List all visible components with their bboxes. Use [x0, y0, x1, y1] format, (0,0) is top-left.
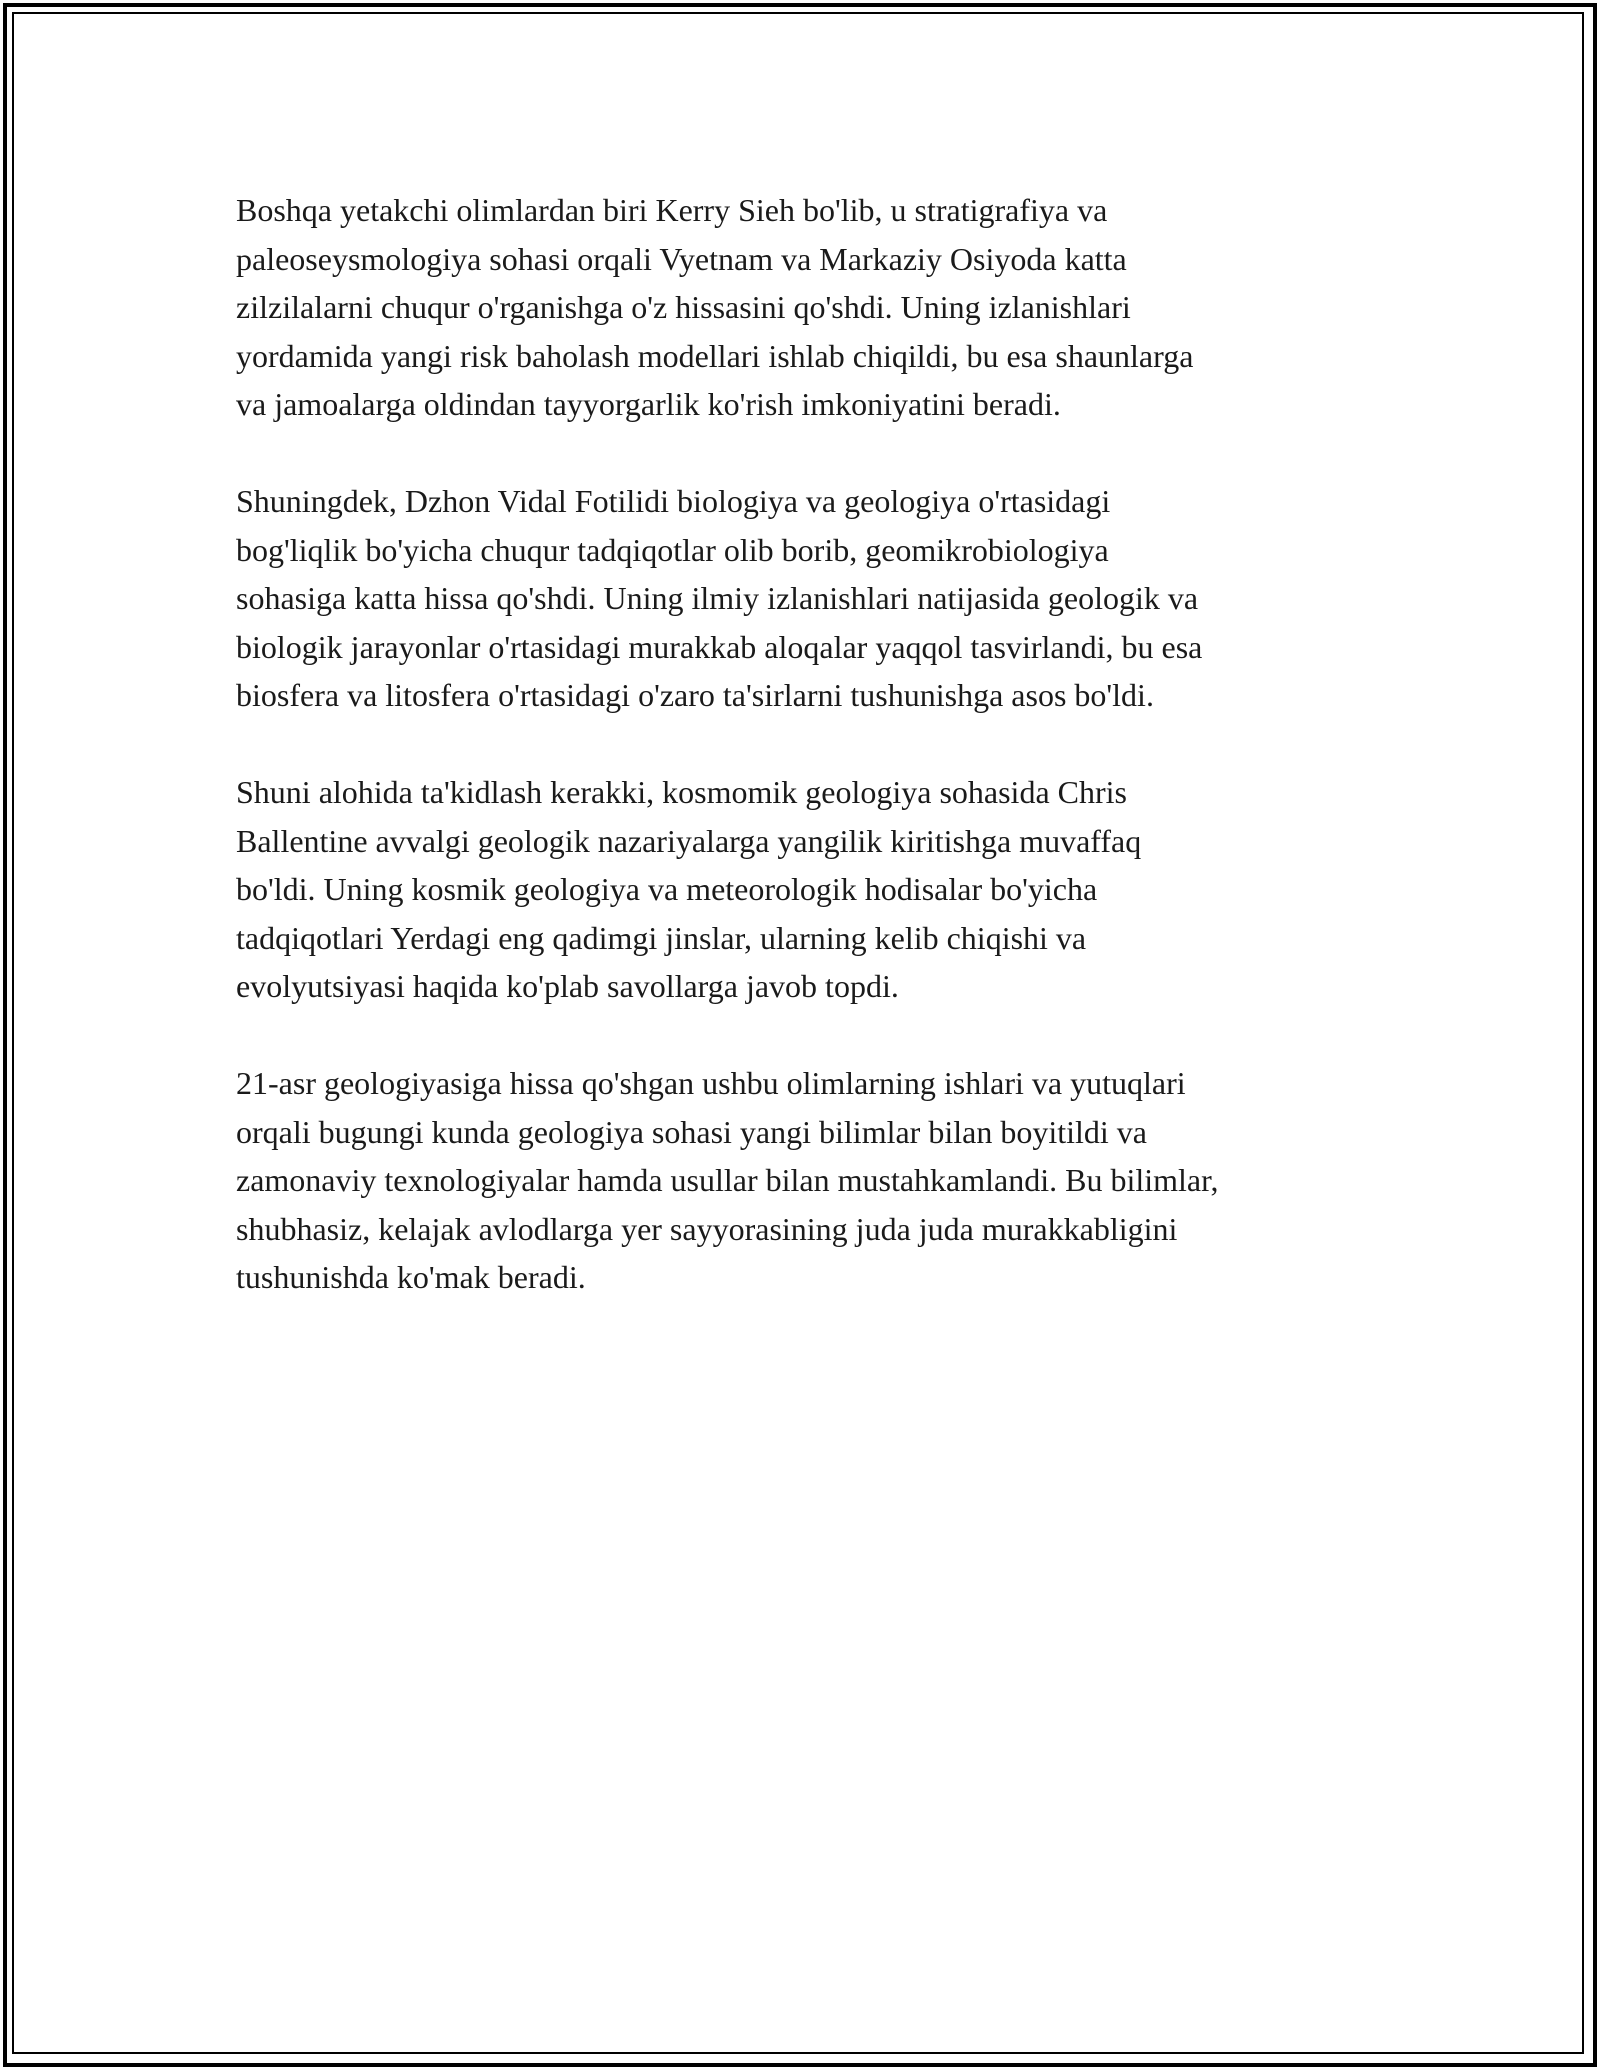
- paragraph-2: Shuningdek, Dzhon Vidal Fotilidi biologiya va geologiya o'rtasidagi bog'liqlik bo'yicha chuqur tadqiqotlar olib borib, geomikrobiologiya sohasiga katta hissa qo'shdi. Uning ilmiy izlanishlari natijasida geologik va biologik jarayonlar o'rtasidagi murakkab aloqalar yaqqol tasvirlandi, bu esa biosfera va litosfera o'rtasidagi o'zaro ta'sirlarni tushunishga asos bo'ldi.: [236, 483, 1203, 713]
- paragraph-3: Shuni alohida ta'kidlash kerakki, kosmomik geologiya sohasida Chris Ballentine avvalgi geologik nazariyalarga yangilik kiritishga muvaffaq bo'ldi. Uning kosmik geologiya va meteorologik hodisalar bo'yicha tadqiqotlari Yerdagi eng qadimgi jinslar, ularning kelib chiqishi va evolyutsiyasi haqida ko'plab savollarga javob topdi.: [236, 774, 1142, 1004]
- paragraph-1: Boshqa yetakchi olimlardan biri Kerry Sieh bo'lib, u stratigrafiya va paleoseysmologiya sohasi orqali Vyetnam va Markaziy Osiyoda katta zilzilalarni chuqur o'rganishga o'z hissasini qo'shdi. Uning izlanishlari yordamida yangi risk baholash modellari ishlab chiqildi, bu esa shaunlarga va jamoalarga oldindan tayyorgarlik ko'rish imkoniyatini beradi.: [236, 192, 1194, 422]
- document-body: [236, 186, 1396, 1350]
- paragraph-4: 21-asr geologiyasiga hissa qo'shgan ushbu olimlarning ishlari va yutuqlari orqali bugungi kunda geologiya sohasi yangi bilimlar bilan boyitildi va zamonaviy texnologiyalar hamda usullar bilan mustahkamlandi. Bu bilimlar, shubhasiz, kelajak avlodlarga yer sayyorasining juda juda murakkabligini tushunishda ko'mak beradi.: [236, 1065, 1219, 1295]
